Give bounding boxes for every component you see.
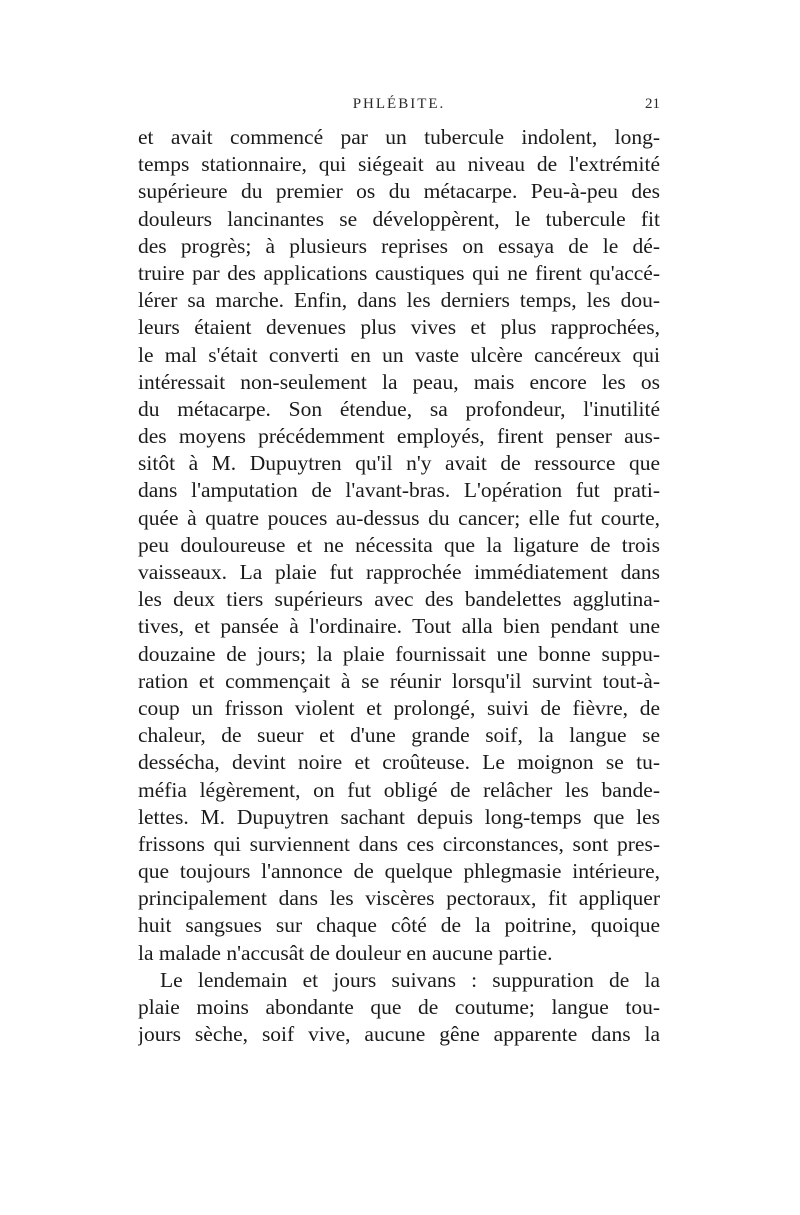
text-line: lérer sa marche. Enfin, dans les derniers temps, les dou-: [138, 288, 660, 313]
text-line: Le lendemain et jours suivans : suppuration de la: [160, 967, 660, 992]
paragraph-2: [138, 967, 660, 1049]
text-line: ration et commençait à se réunir lorsqu'il survint tout-à-: [138, 668, 660, 693]
text-line: des moyens précédemment employés, firent penser aus-: [138, 424, 660, 449]
text-line: chaleur, de sueur et d'une grande soif, la langue se: [138, 723, 660, 748]
text-line: leurs étaient devenues plus vives et plus rapprochées,: [138, 315, 660, 340]
paragraph-1: [138, 124, 660, 967]
text-line: peu douloureuse et ne nécessita que la ligature de trois: [138, 532, 660, 557]
text-line: que toujours l'annonce de quelque phlegmasie intérieure,: [138, 859, 660, 884]
text-line: intéressait non-seulement la peau, mais encore les os: [138, 369, 660, 394]
text-line: douzaine de jours; la plaie fournissait une bonne suppu-: [138, 641, 660, 666]
text-line: méfia légèrement, on fut obligé de relâcher les bande-: [138, 777, 660, 802]
text-line: les deux tiers supérieurs avec des bandelettes agglutina-: [138, 587, 660, 612]
text-line: lettes. M. Dupuytren sachant depuis long-temps que les: [138, 804, 660, 829]
text-line: temps stationnaire, qui siégeait au niveau de l'extrémité: [138, 152, 660, 177]
text-line: frissons qui surviennent dans ces circonstances, sont pres-: [138, 831, 660, 856]
running-head: [138, 96, 660, 116]
page-number: 21: [645, 96, 660, 112]
text-line: et avait commencé par un tubercule indolent, long-: [138, 125, 660, 149]
text-line: la malade n'accusât de douleur en aucune partie.: [138, 940, 553, 965]
text-line: douleurs lancinantes se développèrent, le tubercule fit: [138, 206, 660, 231]
text-line: quée à quatre pouces au-dessus du cancer; elle fut courte,: [138, 505, 660, 530]
text-line: plaie moins abondante que de coutume; langue tou-: [138, 995, 660, 1019]
text-line: principalement dans les viscères pectoraux, fit appliquer: [138, 886, 660, 911]
text-line: vaisseaux. La plaie fut rapprochée immédiatement dans: [138, 560, 660, 584]
text-line: des progrès; à plusieurs reprises on essaya de le dé-: [138, 233, 660, 258]
text-line: le mal s'était converti en un vaste ulcère cancéreux qui: [138, 342, 660, 367]
body-text: [138, 124, 660, 1048]
text-line: supérieure du premier os du métacarpe. Peu-à-peu des: [138, 179, 660, 204]
text-line: dans l'amputation de l'avant-bras. L'opération fut prati-: [138, 478, 660, 503]
text-line: jours sèche, soif vive, aucune gêne apparente dans la: [138, 1022, 660, 1047]
text-line: huit sangsues sur chaque côté de la poitrine, quoique: [138, 913, 660, 938]
text-line: sitôt à M. Dupuytren qu'il n'y avait de ressource que: [138, 451, 660, 476]
text-line: tives, et pansée à l'ordinaire. Tout alla bien pendant une: [138, 614, 660, 639]
text-line: dessécha, devint noire et croûteuse. Le moignon se tu-: [138, 750, 660, 775]
running-title: PHLÉBITE.: [352, 96, 446, 112]
text-line: truire par des applications caustiques qui ne firent qu'accé-: [138, 260, 660, 285]
text-line: coup un frisson violent et prolongé, suivi de fièvre, de: [138, 695, 660, 720]
text-line: du métacarpe. Son étendue, sa profondeur, l'inutilité: [138, 396, 660, 421]
